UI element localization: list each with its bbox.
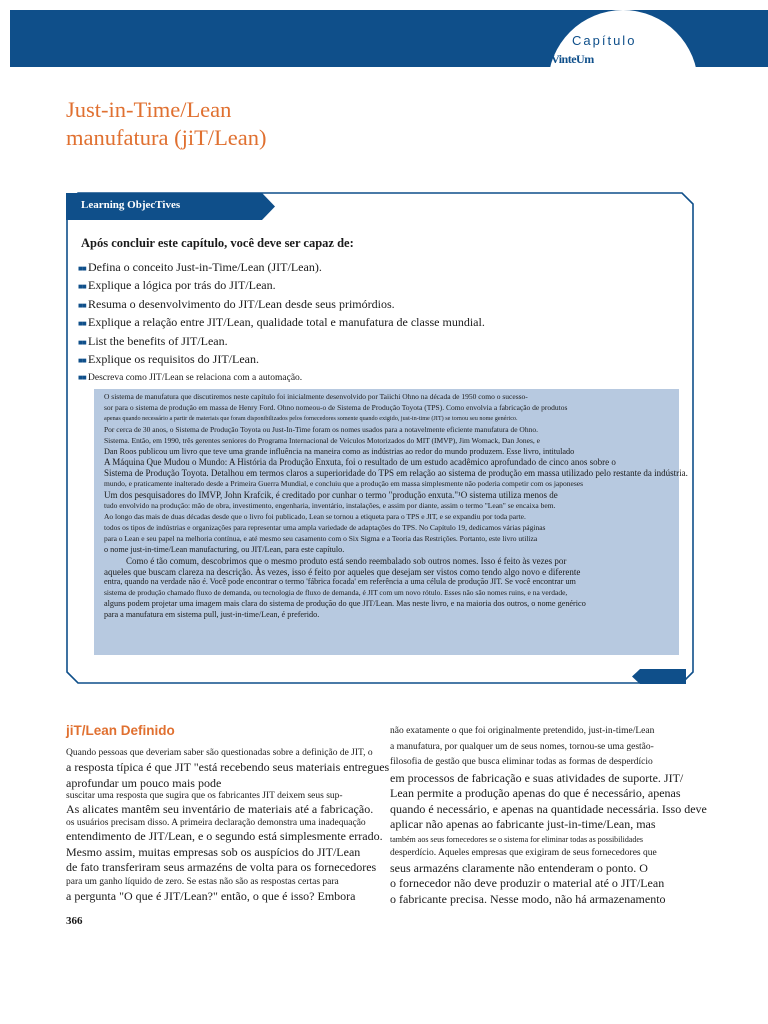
body-line: os usuários precisam disso. A primeira declaração demonstra uma inadequação xyxy=(66,818,366,828)
chapter-title-line1: Just-in-Time/Lean xyxy=(66,97,232,122)
objective-item: ■■ Defina o conceito Just-in-Time/Lean (JIT/Lean). xyxy=(78,259,678,277)
body-line: em processos de fabricação e suas atividades de suporte. JIT/ xyxy=(390,770,684,785)
intro-textbox-text xyxy=(104,392,688,621)
bullet-icon: ■■ xyxy=(78,282,86,292)
chapter-title-line2: manufatura (jiT/Lean) xyxy=(66,125,267,150)
body-line: não exatamente o que foi originalmente pretendido, just-in-time/Lean xyxy=(390,726,655,736)
textbox-line: todos os tipos de indústrias e organizações para representar uma ampla variedade de adaptações do TPS. No Capítulo 19, dedicamos várias páginas xyxy=(104,522,546,532)
body-line: o fornecedor não deve produzir o material até o JIT/Lean xyxy=(390,876,665,890)
textbox-line: Sistema. Então, em 1990, três gerentes seniores do Programa Internacional de Veículos Motorizados do MIT (IMVP), Jim Womack, Dan Jones, e xyxy=(104,435,540,445)
textbox-line: alguns podem projetar uma imagem mais clara do sistema de produção do que JIT/Lean. Mas neste livro, e na maioria dos outros, o nome genérico xyxy=(104,599,586,609)
body-line: quando é necessário, e apenas na quantidade necessária. Isso deve xyxy=(390,801,707,816)
chapter-title xyxy=(66,96,267,152)
right-column xyxy=(390,724,707,907)
objective-item: ■■ List the benefits of JIT/Lean. xyxy=(78,333,678,351)
textbox-line: Ao longo das mais de duas décadas desde que o livro foi publicado, Lean se tornou a etiqueta para o TPS e JIT, e se expandiu por toda parte. xyxy=(104,511,526,521)
textbox-line: Dan Roos publicou um livro que teve uma grande influência na maneira como as indústrias ao redor do mundo produzem. Esse livro, intitulado xyxy=(104,446,575,456)
body-line: desperdício. Aqueles empresas que exigiram de seus fornecedores que xyxy=(390,847,657,858)
objectives-intro: Após concluir este capítulo, você deve ser capaz de: xyxy=(81,236,354,250)
textbox-line: Por cerca de 30 anos, o Sistema de Produção Toyota ou Just-In-Time foram os nomes usados para a notavelmente eficiente manufatura de Ohno. xyxy=(104,424,538,434)
body-line: a pergunta "O que é JIT/Lean?" então, o que é isso? Embora xyxy=(66,888,356,903)
bullet-icon: ■■ xyxy=(78,264,86,273)
textbox-line: Como é tão comum, descobrimos que o mesmo produto está sendo reembalado sob outros nomes. Isso é feito às vezes por xyxy=(126,555,567,566)
body-line: Lean permite a produção apenas do que é necessário, apenas xyxy=(390,786,681,800)
textbox-line: entra, quando na verdade não é. Você pode encontrar o termo 'fábrica focada' em referência a uma célula de produção JIT. Se você encontrar um xyxy=(104,577,576,587)
body-line: Quando pessoas que deveriam saber são questionadas sobre a definição de JIT, o xyxy=(66,748,373,758)
textbox-line: mundo, e praticamente inalterado desde a Primeira Guerra Mundial, e concluiu que a produção em massa simplesmente não poderia competir com os japoneses xyxy=(104,479,584,489)
section-title: jiT/Lean Definido xyxy=(66,723,175,738)
objectives-list xyxy=(78,259,678,388)
body-line: suscitar uma resposta que sugira que os fabricantes JIT deixem seus sup- xyxy=(66,790,343,801)
frame-corner-tab xyxy=(632,669,686,684)
body-line: Mesmo assim, muitas empresas sob os auspícios do JIT/Lean xyxy=(66,844,361,859)
body-line: entendimento de JIT/Lean, e o segundo está simplesmente errado. xyxy=(66,829,383,843)
objective-item: ■■ Explique a lógica por trás do JIT/Lean. xyxy=(78,277,678,295)
textbox-line: sistema de produção chamado fluxo de demanda, ou tecnologia de fluxo de demanda, é JIT com um novo rótulo. Esses não são nomes ruins, e na verdade, xyxy=(104,588,568,598)
objective-item: ■■ Explique os requisitos do JIT/Lean. xyxy=(78,351,678,369)
body-line: aplicar não apenas ao fabricante just-in-time/Lean, mas xyxy=(390,817,656,831)
chapter-label: Capítulo xyxy=(572,33,637,48)
chapter-number: VinteUm xyxy=(551,52,594,66)
objective-item: ■■ Resuma o desenvolvimento do JIT/Lean desde seus primórdios. xyxy=(78,296,678,314)
body-line: As alicates mantêm seu inventário de materiais até a fabricação. xyxy=(66,801,374,816)
textbox-line: apenas quando necessário a partir de materiais que foram disponibilizados pelos fornecedores somente quando exigido, just-in-time (JIT) se tornou seu nome genérico. xyxy=(104,414,518,422)
textbox-line: para o Lean e seu papel na melhoria contínua, e até mesmo seu casamento com o Six Sigma e a Teoria das Restrições. Portanto, este livro utiliza xyxy=(104,533,538,543)
body-line: a manufatura, por qualquer um de seus nomes, tornou-se uma gestão- xyxy=(390,741,654,752)
left-column xyxy=(66,746,389,904)
bullet-icon: ■■ xyxy=(78,356,86,366)
textbox-line: o nome just-in-time/Lean manufacturing, ou JIT/Lean, para este capítulo. xyxy=(104,544,345,554)
objective-item: ■■ Explique a relação entre JIT/Lean, qualidade total e manufatura de classe mundial. xyxy=(78,314,678,332)
body-line: aprofundar um pouco mais pode xyxy=(66,775,222,790)
textbox-line: tudo envolvido na produção: mão de obra, investimento, engenharia, inventário, instalações, e assim por diante, assim o termo "Lean" se encaixa bem. xyxy=(104,501,556,511)
bullet-icon: ■■ xyxy=(78,319,86,329)
learning-objectives-label: Learning ObjecTives xyxy=(81,199,181,211)
bullet-icon: ■■ xyxy=(78,373,86,383)
textbox-line: O sistema de manufatura que discutiremos neste capítulo foi inicialmente desenvolvido por Taiichi Ohno na década de 1950 como o sucesso- xyxy=(104,392,528,401)
textbox-line: Sistema de Produção Toyota. Detalhou em termos claros a superioridade do TPS em relação ao sistema de produção em massa utilizado pelo restante da indústria. xyxy=(104,468,688,479)
textbox-line: aqueles que buscam clareza na descrição. Às vezes, isso é feito por aqueles que desejam ser vistos como tendo algo novo e diferente xyxy=(104,566,581,577)
body-line: a resposta típica é que JIT "está recebendo seus materiais entregues xyxy=(66,760,390,774)
bullet-icon: ■■ xyxy=(78,337,86,347)
bullet-icon: ■■ xyxy=(78,300,86,310)
body-line: para um ganho líquido de zero. Se estas não são as respostas certas para xyxy=(66,876,339,887)
objective-item: ■■ Descreva como JIT/Lean se relaciona com a automação. xyxy=(78,369,678,387)
page-number: 366 xyxy=(66,915,83,927)
textbox-line: para a manufatura em sistema pull, just-in-time/Lean, é preferido. xyxy=(104,610,320,620)
textbox-line: Um dos pesquisadores do IMVP, John Krafcik, é creditado por cunhar o termo "produção enxuta."¹O sistema utiliza menos de xyxy=(104,490,558,501)
textbox-line: sor para o sistema de produção em massa de Henry Ford. Ohno nomeou-o de Sistema de Produção Toyota (TPS). Como envolvia a fabricação de produtos xyxy=(104,402,568,412)
body-line: seus armazéns claramente não entenderam o ponto. O xyxy=(390,860,648,875)
textbox-line: A Máquina Que Mudou o Mundo: A História da Produção Enxuta, foi o resultado de um estudo acadêmico aprofundado de cinco anos sobre o xyxy=(104,457,616,468)
body-line: o fabricante precisa. Nesse modo, não há armazenamento xyxy=(390,891,666,906)
body-line: filosofia de gestão que busca eliminar todas as formas de desperdício xyxy=(390,757,653,767)
body-line: também aos seus fornecedores se o sistema for eliminar todas as possibilidades xyxy=(390,834,644,844)
body-line: de fato transferiram seus armazéns de volta para os fornecedores xyxy=(66,860,377,874)
